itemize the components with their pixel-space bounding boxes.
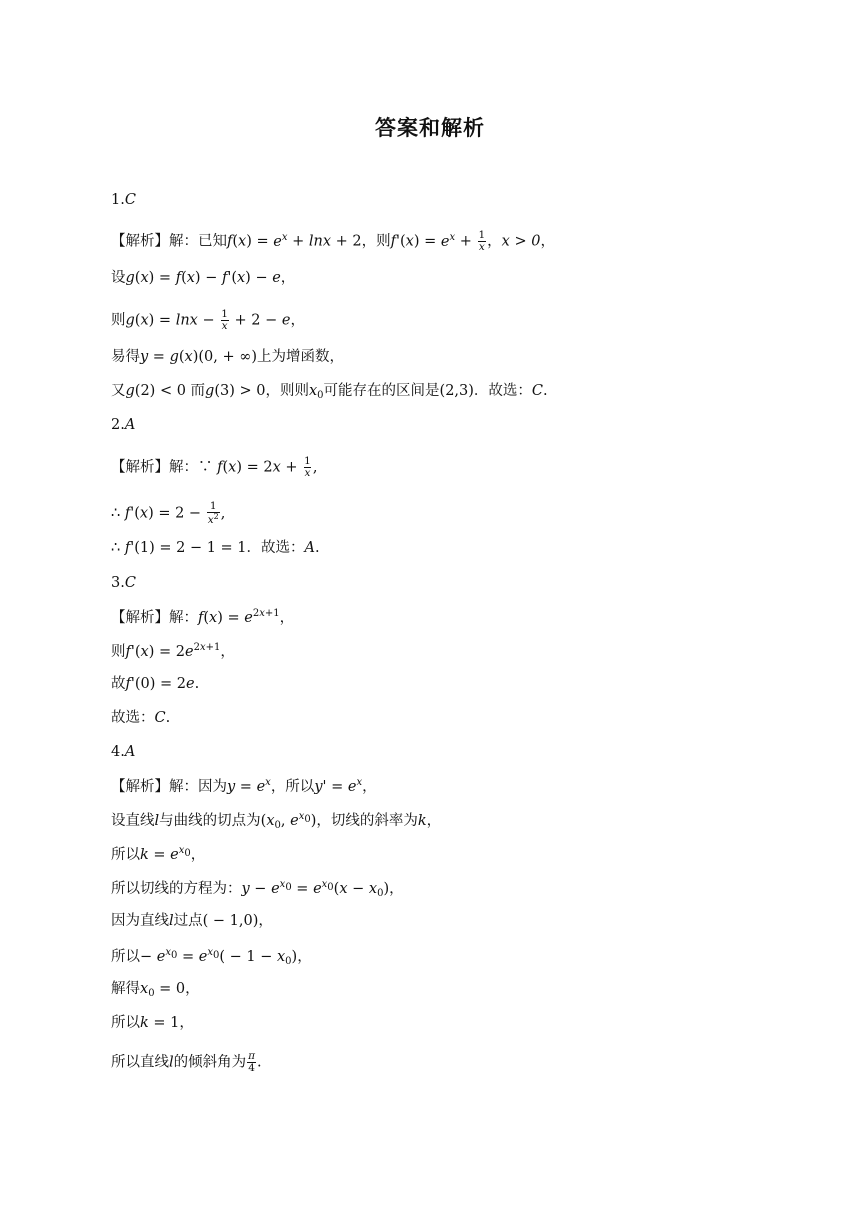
q1-line-1: 【解析】解：已知$f(x) = e^x + \ln x + 2$，则$f'(x) = e^x$ + $\frac{1}{x}$ ，x > 0， [111,229,555,254]
q1-line-2: 设g(x) = f(x) − f'(x) − e， [111,270,296,286]
q1-line-4: 易得y = g(x)(0, + ∞)上为增函数， [111,349,344,365]
q4-line-4: 所以切线的方程为：$y - e^{x_0} = e^{x_0}(x - x_0)$， [111,879,404,899]
q2-line-3: ∴ f'(1) = 2 − 1 = 1．故选：A. [111,540,320,556]
q4-line-5: 因为直线l过点( − 1,0)， [111,913,273,929]
q4-line-9: 所以直线l的倾斜角为 $\frac{\pi}{4}$ . [111,1050,262,1075]
q4-line-2: 设直线l与曲线的切点为($x_0$, $e^{x_0}$)，切线的斜率为k， [111,811,442,831]
q2-line-1: 【解析】解：∵ f(x) = 2x + $\frac{1}{x}$ , [111,455,318,480]
question-2-heading: 2.A [111,417,136,433]
q4-line-6: 所以− $e^{x_0} = e^{x_0}( - 1 - x_0)$， [111,947,312,967]
q4-line-8: 所以k = 1， [111,1015,194,1031]
q4-line-7: 解得$x_0 = 0$， [111,981,200,999]
q4-line-1: 【解析】解：因为$y = e^x$，所以$y' = e^x$， [111,777,377,795]
q1-line-5: 又g(2) < 0 而g(3) > 0，则则$x_0$可能存在的区间是(2,3)．故选：C. [111,383,548,401]
question-4-heading: 4.A [111,744,136,760]
question-1-heading: 1.C [111,192,136,208]
q4-line-3: 所以$k = e^{x_0}$， [111,845,206,863]
q3-line-1: 【解析】解：$f(x) = e^{2x+1}$， [111,608,295,626]
q3-line-2: 则$f'(x) = 2e^{2x+1}$， [111,642,235,660]
q2-line-2: ∴ f'(x) = 2 − $\frac{1}{x^2}$ , [111,500,226,527]
page-title: 答案和解析 [375,116,485,140]
q1-line-3: 则g(x) = lnx − $\frac{1}{x}$ + 2 − e， [111,308,305,333]
q3-line-3: 故f'(0) = 2e. [111,676,200,692]
q3-line-4: 故选：C. [111,710,171,726]
question-3-heading: 3.C [111,575,136,591]
